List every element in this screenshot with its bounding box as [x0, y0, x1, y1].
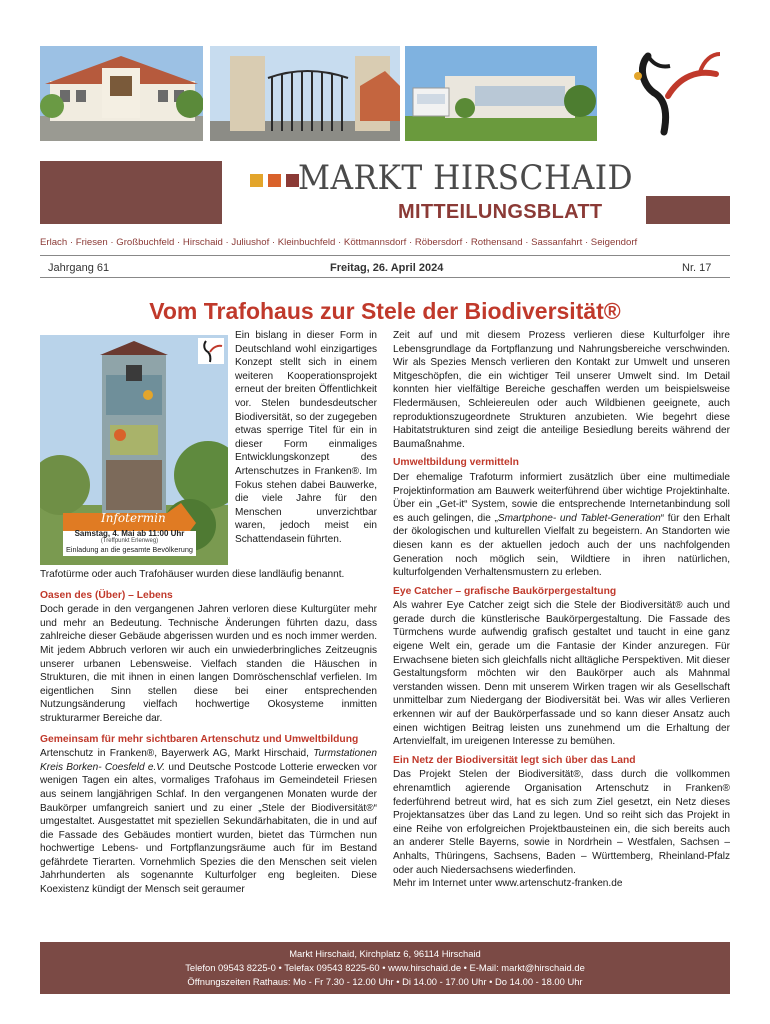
village-list: Erlach · Friesen · Großbuchfeld · Hirschaid · Juliushof · Kleinbuchfeld · Köttmannsdorf · Röbersdorf · Rothensand · Sassanfahrt · Seigendorf — [40, 237, 638, 248]
left-column — [40, 568, 377, 897]
together-text-part2: und Deutsche Postcode Lotterie erwecken vor wenigen Tagen ein altes, vormaliges Trafohaus im Gemeindeteil Friesen aus seinem langjährigen Schlaf. In den vergangenen Monaten wurde der Baukörper umfangreich saniert und zu einer „Stele der Biodiversität®“ umgestaltet. Ausgestattet mit speziellen Sekundärhabitaten, die in und auf die Fassade des Gebäudes montiert wurden, bietet das Türmchen nun hochwertige Lebens- und Fortpflanzungsräume auch für im Bestand gefährdete Tierarten. Vornehmlich Spezies die den Menschen seit vielen Jahrhunderten als sogenannte Kulturfolger eng begleiten. Diese Koexistenz kündigt der Mensch seit geraumer — [40, 761, 377, 896]
accent-square-orange — [268, 174, 281, 187]
masthead-title: MARKT HIRSCHAID — [298, 158, 634, 198]
meta-rule-bottom — [40, 277, 730, 278]
meta-rule-top — [40, 255, 730, 256]
stele-photo-logo — [198, 338, 224, 364]
section-heading-oases: Oasen des (Über) – Lebens — [40, 589, 173, 601]
website-reference: Mehr im Internet unter www.artenschutz-franken.de — [393, 878, 623, 890]
footer-address: Markt Hirschaid, Kirchplatz 6, 96114 Hirschaid — [289, 948, 481, 959]
masthead-brown-box-right — [646, 196, 730, 224]
together-text-part1: Artenschutz in Franken®, Bayerwerk AG, Markt Hirschaid, — [40, 748, 314, 760]
section-heading-eye-catcher: Eye Catcher – grafische Baukörpergestaltung — [393, 585, 617, 597]
masthead-brown-box-left — [40, 161, 222, 224]
section-text-network: Das Projekt Stelen der Biodiversität®, dass durch die vollkommen ehrenamtlich agierende Organisation Artenschutz in Franken® federführend betreut wird, hat es sich zum Ziel gesetzt, ein Netz dieses Projektansatzes über das Land zu legen. Und so reiht sich das Projekt in eine Reihe von erfolgreichen Projektbausteinen ein, die sich bereits auch an anderer Stelle Bayerns, sowie in Nordrhein – Westfalen, Sachsen – Anhalts, Thüringens, Sachsens, Baden – Württemberg, Rheinland-Pfalz oder auch Niedersachsens wiederfinden. — [393, 769, 730, 876]
section-text-oases: Doch gerade in den vergangenen Jahren verloren diese Kulturgüter mehr und mehr an Bedeutung. Technische Änderungen führten dazu, dass zahlreiche dieser Gebäude abgerissen wurden und es noch immer werden. Mit jedem Abbruch verloren wir auch ein unwiederbringliches Zeitzeugnis unserer urbanen Lebensweise. Vielfach standen die Häuschen in Strukturen, die mit ihnen in einen langen Domröschenschlaf verfielen. Im eigentlichen Sinn stellen diese bei einer entsprechenden Nutzungsänderung vielfach hochwertige Okosysteme inmitten strukturarmer Bereiche dar. — [40, 604, 377, 724]
section-text-eye-catcher: Als wahrer Eye Catcher zeigt sich die Stele der Biodiversität® auch und gerade durch die künstlerische Baukörpergestaltung. Die Fassade des Türmchens wurde aufwendig grafisch gestaltet und taucht in eine ganz eigene Welt ein, gerade um die Fantasie der Kinder anzuregen. Für Erwachsene bieten sich gleichfalls nicht alltägliche Perspektiven. Mit dieser Gestaltungsform möchten wir den Baukörper auch als Mahnmal verstanden wissen. Denn mit unserem Wirken tragen wir als Gesellschaft unmittelbar zum Niedergang der Biodiversität bei. Was wir alles Verlieren erkennen wir auf der Baukörperfassade und so kann dieser Ansatz auch einen wichtigen Beitrag leisten uns zunehmend um die Erhaltung der Artenvielfalt, im ureigenen Interesse zu bemühen. — [393, 600, 730, 748]
info-event-date: Samstag, 4. Mai ab 11:00 Uhr — [74, 529, 185, 538]
section-text-education — [393, 471, 730, 580]
education-text-generation: Smartphone- und Tablet-Generation — [497, 512, 661, 524]
education-text-part1: Der ehemalige Trafoturm informiert zusätzlich über eine multimediale Projektinformation am Bauwerk weiterführend über wichtige Projektinhalte. Über ein „Get-it“ System, sowie die entsprechende Internetanbindung soll es auch gelingen, die „ — [393, 471, 730, 524]
right-column — [393, 329, 730, 891]
masthead-subtitle: MITTEILUNGSBLATT — [398, 201, 603, 223]
section-heading-together: Gemeinsam für mehr sichtbaren Artenschutz und Umweltbildung — [40, 733, 359, 745]
issue-date: Freitag, 26. April 2024 — [330, 262, 444, 274]
article-intro — [235, 329, 377, 547]
info-event-invitation: Einladung an die gesamte Bevölkerung — [66, 545, 193, 554]
photo-town-hall — [40, 46, 203, 141]
issue-number: Nr. 17 — [682, 262, 712, 274]
photo-gate — [210, 46, 400, 141]
footer-contact-bar — [40, 942, 730, 994]
intro-continuation: Trafotürme oder auch Trafohäuser wurden diese landläufig benannt. — [40, 569, 345, 580]
together-text-organisation: Turmstationen Kreis Borken- Coesfeld e.V. — [40, 748, 377, 773]
section-heading-education: Umweltbildung vermitteln — [393, 457, 519, 469]
section-text-together — [40, 747, 377, 897]
volume-label: Jahrgang 61 — [48, 262, 110, 274]
intro-paragraph: Ein bislang in dieser Form in Deutschland wohl einzigartiges Konzept stellt sich in einem weiteren Kooperationsprojekt erneut der breiten Öffentlichkeit vor. Stelen bundesdeutscher Biodiversität, so der zugegeben etwas sperrige Titel für ein in dieser Form einmaliges Entwicklungskonzept des Artenschutzes in Franken®. Im Fokus stehen dabei Bauwerke, die viele Jahre für den Menschen unverzichtbar waren, jedoch meist ein Schattendasein führten. — [235, 330, 377, 545]
info-event-title: Infotermin — [101, 511, 166, 525]
article-headline: Vom Trafohaus zur Stele der Biodiversität® — [149, 298, 621, 324]
education-text-part2: “ für den Erhalt der ökologischen und kulturellen Vielfalt zu begeistern. An Standorten wie diesen kann es der aktuellen jedoch auch der uns nachfolgenden Generation noch möglich sein, Wildtiere in ihren natürlichen, kulturfolgenden Verhaltensmustern zu erleben. — [393, 512, 731, 579]
right-paragraph-1: Zeit auf und mit diesem Prozess verlieren diese Kulturfolger ihre Lebensgrundlage da Fortpflanzung und Nahrungsbereiche verschwinden. Wir als Spezies Mensch verlieren den Kontakt zur Umwelt und unseren Mitgeschöpfen, die ein wichtiger Teil unserer Umwelt sind. Im Detail konnten hier vielfältige Bereiche geschaffen werden um beispielsweise Fledermäusen, Schleiereulen oder auch Wildbienen geeignete, auch reproduktionszugeordnete Strukturen anzubieten. Wie begehrt diese Habitatstrukturen sind zeigt die anteilige Besiedlung bereits während der Baumaßnahme. — [393, 330, 730, 450]
stag-logo — [608, 46, 730, 141]
section-heading-network: Ein Netz der Biodiversität legt sich über das Land — [393, 754, 636, 766]
footer-phone-web: Telefon 09543 8225-0 • Telefax 09543 8225-60 • www.hirschaid.de • E-Mail: markt@hirschaid.de — [185, 962, 585, 973]
accent-square-yellow — [250, 174, 263, 187]
info-event-badge — [63, 503, 196, 556]
footer-opening-hours: Öffnungszeiten Rathaus: Mo - Fr 7.30 - 12.00 Uhr • Di 14.00 - 17.00 Uhr • Do 14.00 - 18.00 Uhr — [187, 976, 583, 987]
info-event-location: (Treffpunkt Erlenweg) — [100, 538, 159, 544]
photo-modern-building — [405, 46, 597, 141]
